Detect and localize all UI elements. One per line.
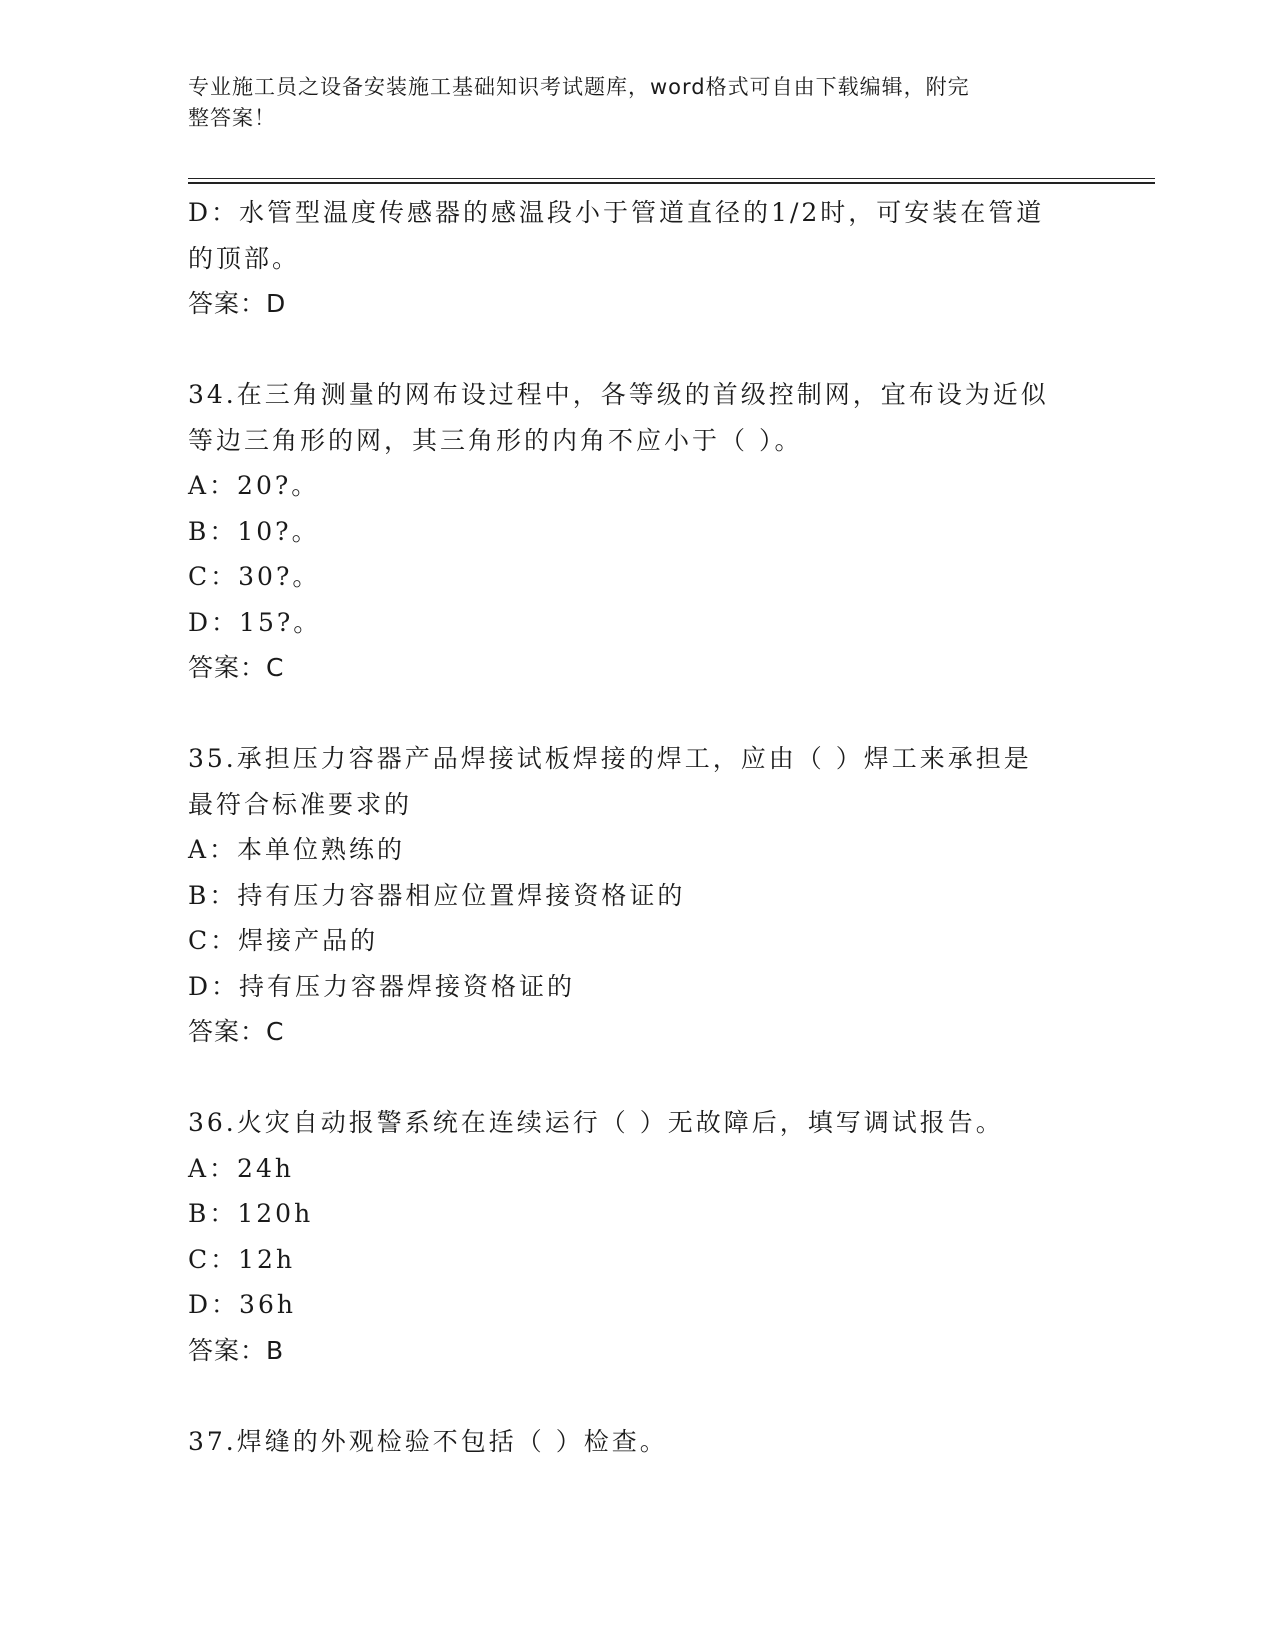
question-stem-line-2: 最符合标准要求的 — [188, 789, 413, 819]
option-a: A：20?。 — [188, 471, 320, 500]
question-block-36 — [188, 1100, 1088, 1373]
option-b: B：10?。 — [188, 516, 320, 546]
option-d: D：持有压力容器焊接资格证的 — [188, 971, 576, 1001]
document-header — [188, 72, 1068, 134]
header-title-line-1: 专业施工员之设备安装施工基础知识考试题库，word格式可自由下载编辑，附完 — [188, 75, 970, 99]
option-a: A：本单位熟练的 — [188, 835, 406, 864]
answer-line: 答案：C — [188, 653, 285, 682]
spacer — [188, 1373, 1088, 1419]
question-stem-line-1: 37.焊缝的外观检验不包括（ ）检查。 — [188, 1426, 668, 1456]
option-c: C：12h — [188, 1244, 296, 1274]
option-a: A：24h — [188, 1153, 294, 1183]
question-block-35 — [188, 736, 1088, 1055]
question-stem-line-2: 等边三角形的网，其三角形的内角不应小于（ ）。 — [188, 425, 803, 455]
option-d-line-1: D：水管型温度传感器的感温段小于管道直径的1/2时，可安装在管道 — [188, 198, 1045, 227]
option-c: C：30?。 — [188, 562, 321, 591]
option-d: D：36h — [188, 1290, 296, 1319]
option-d-line-2: 的顶部。 — [188, 243, 301, 273]
option-d: D：15?。 — [188, 607, 322, 637]
question-stem-line-1: 36.火灾自动报警系统在连续运行（ ）无故障后，填写调试报告。 — [188, 1108, 1004, 1137]
answer-line: 答案：B — [188, 1335, 285, 1365]
question-stem-line-1: 34.在三角测量的网布设过程中，各等级的首级控制网，宜布设为近似 — [188, 380, 1049, 409]
option-b: B：持有压力容器相应位置焊接资格证的 — [188, 880, 686, 910]
spacer — [188, 327, 1088, 373]
question-block-34 — [188, 372, 1088, 691]
question-stem-line-1: 35.承担压力容器产品焊接试板焊接的焊工，应由（ ）焊工来承担是 — [188, 744, 1032, 773]
header-divider-thick — [188, 182, 1155, 184]
answer-line: 答案：C — [188, 1017, 285, 1046]
answer-line: 答案：D — [188, 289, 287, 318]
question-list — [188, 190, 1088, 1464]
question-block-37 — [188, 1419, 1088, 1465]
question-block-33 — [188, 190, 1088, 327]
header-divider-thin — [188, 178, 1155, 179]
spacer — [188, 1055, 1088, 1101]
spacer — [188, 691, 1088, 737]
option-b: B：120h — [188, 1199, 314, 1228]
header-title-line-2: 整答案！ — [188, 106, 276, 130]
option-c: C：焊接产品的 — [188, 926, 379, 955]
